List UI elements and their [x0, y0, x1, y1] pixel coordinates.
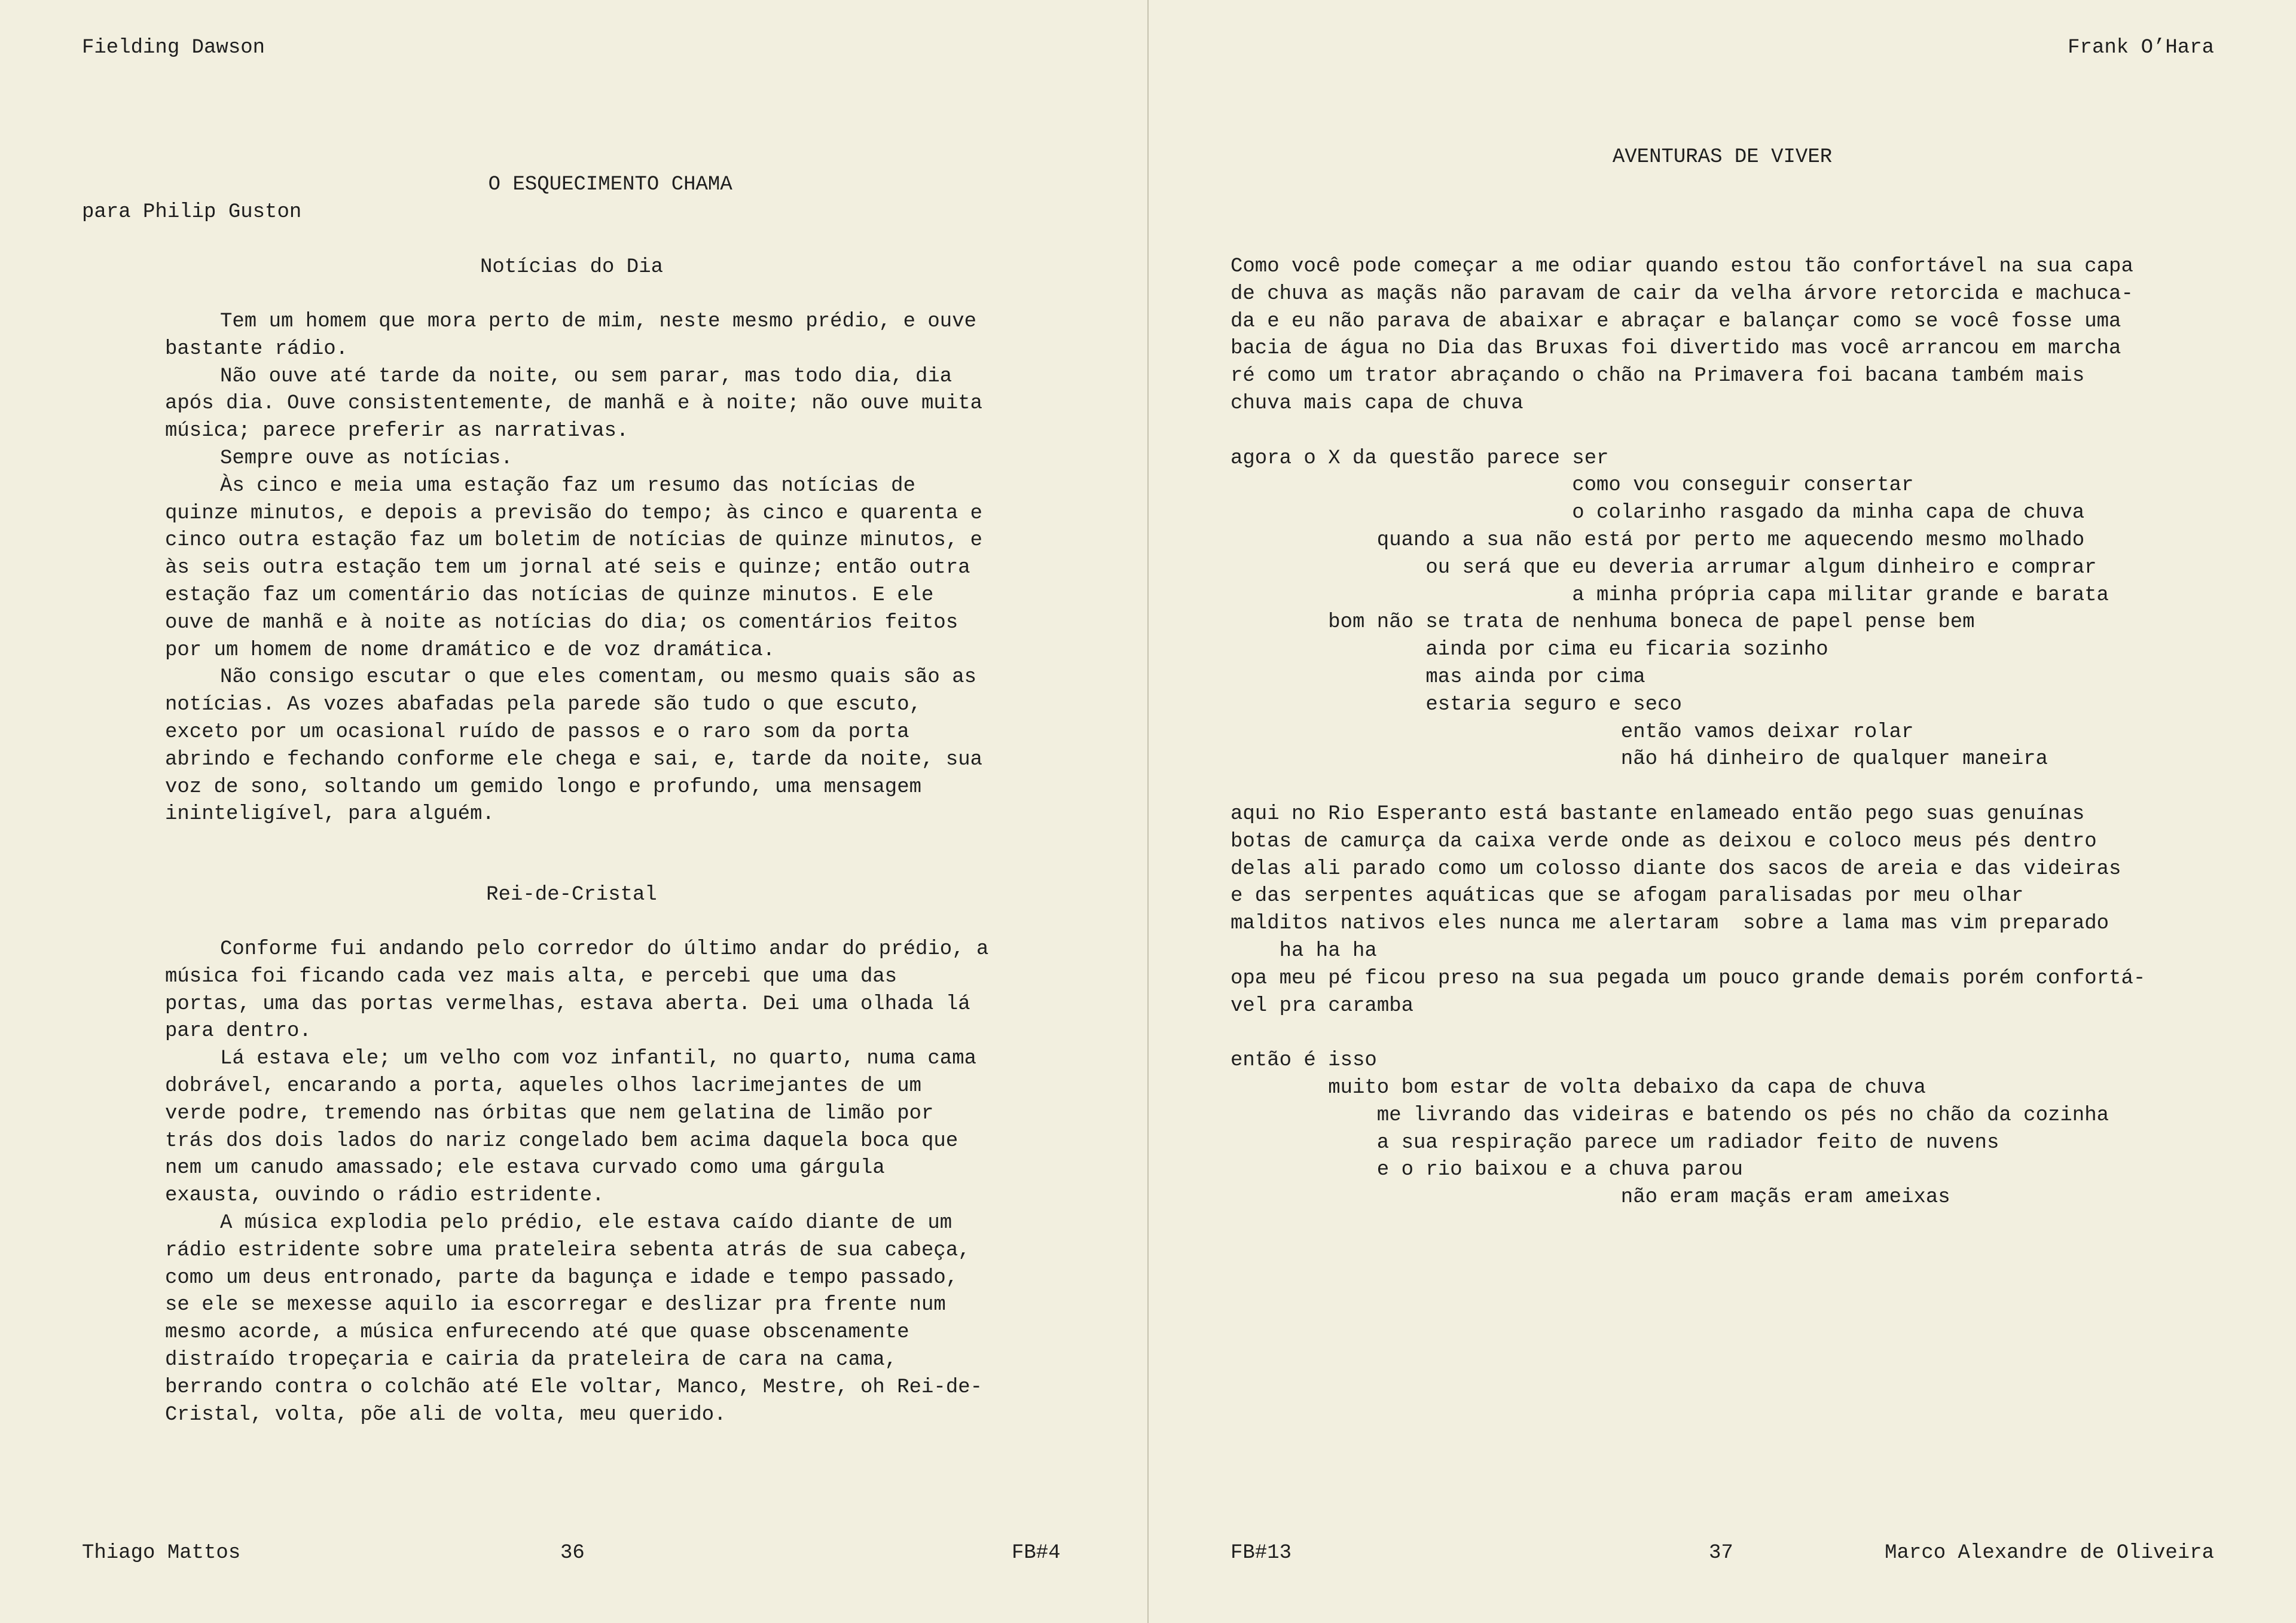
poem-line: da e eu não parava de abaixar e abraçar e balançar como se você fosse uma — [1231, 310, 2121, 333]
section-noticias-text — [165, 308, 990, 829]
poem-line: malditos nativos eles nunca me alertaram sobre a lama mas vim preparado — [1231, 912, 2109, 936]
page-number: 37 — [1709, 1542, 1733, 1564]
poem-line: bacia de água no Dia das Bruxas foi divertido mas você arrancou em marcha — [1231, 337, 2121, 360]
poem-line: de chuva as maçãs não paravam de cair da velha árvore retorcida e machuca- — [1231, 282, 2133, 305]
poem-line: o colarinho rasgado da minha capa de chuva — [1572, 502, 2085, 525]
poem-line: delas ali parado como um colosso diante dos sacos de areia e das videiras — [1231, 857, 2121, 881]
poem-line: vel pra caramba — [1231, 994, 1414, 1017]
poem-line: bom não se trata de nenhuma boneca de papel pense bem — [1328, 611, 1975, 634]
running-head-author: Fielding Dawson — [82, 36, 265, 59]
paragraph: Lá estava ele; um velho com voz infantil, no quarto, numa cama dobrável, encarando a porta, aqueles olhos lacrimejantes de um verde podre, tremendo nas órbitas que nem gelatina de limão por trás dos dois lados do nariz congelado bem acima daquela boca que nem um canudo amassado; ele estava curvado como uma gárgula exausta, ouvindo o rádio estridente. — [165, 1047, 977, 1208]
poem-line — [1231, 418, 2217, 445]
right-page — [1149, 0, 2296, 1623]
poem-line: então vamos deixar rolar — [1620, 720, 1914, 744]
left-page — [0, 0, 1147, 1623]
poem-line: ou será que eu deveria arrumar algum dinheiro e comprar — [1425, 556, 2097, 579]
page-number: 36 — [560, 1542, 585, 1564]
footer-issue: FB#4 — [1012, 1542, 1061, 1564]
poem-line: muito bom estar de volta debaixo da capa de chuva — [1328, 1076, 1926, 1099]
poem-line: ha ha ha — [1279, 939, 1377, 962]
poem-line: quando a sua não está por perto me aquecendo mesmo molhado — [1376, 528, 2085, 552]
poem-line: então é isso — [1231, 1049, 1377, 1072]
poem-line: ainda por cima eu ficaria sozinho — [1425, 638, 1828, 662]
paragraph: Não consigo escutar o que eles comentam, ou mesmo quais são as notícias. As vozes abafadas pela parede são tudo o que escuto, exceto por um ocasional ruído de passos e o raro som da porta abrindo e fechando conforme ele chega e sai, e, tarde da noite, sua voz de sono, soltando um gemido longo e profundo, uma mensagem ininteligível, para alguém. — [165, 666, 983, 826]
poem-line: e das serpentes aquáticas que se afogam paralisadas por meu olhar — [1231, 885, 2024, 908]
poem-line: opa meu pé ficou preso na sua pegada um pouco grande demais porém confortá- — [1231, 967, 2146, 990]
poem-line: botas de camurça da caixa verde onde as deixou e coloco meus pés dentro — [1231, 830, 2097, 853]
paragraph: Conforme fui andando pelo corredor do último andar do prédio, a música foi ficando cada vez mais alta, e percebi que uma das portas, uma das portas vermelhas, estava aberta. Dei uma olhada lá para dentro. — [165, 938, 989, 1043]
poem-body — [1231, 253, 2217, 1212]
footer-translator: Thiago Mattos — [82, 1542, 241, 1564]
poem-line: não eram maçãs eram ameixas — [1620, 1186, 1950, 1209]
poem-line: não há dinheiro de qualquer maneira — [1620, 748, 2048, 771]
footer-translator: Marco Alexandre de Oliveira — [1885, 1542, 2214, 1564]
footer-issue: FB#13 — [1231, 1542, 1292, 1564]
running-head-author: Frank O’Hara — [2068, 36, 2214, 59]
paragraph: Sempre ouve as notícias. — [220, 447, 513, 470]
dedication: para Philip Guston — [82, 201, 302, 224]
section-title-noticias: Notícias do Dia — [480, 256, 664, 279]
poem-line — [1231, 1020, 2217, 1047]
poem-line: mas ainda por cima — [1425, 665, 1645, 689]
paragraph: Tem um homem que mora perto de mim, neste mesmo prédio, e ouve bastante rádio. — [165, 310, 977, 360]
poem-line: Como você pode começar a me odiar quando estou tão confortável na sua capa — [1231, 255, 2133, 278]
section-title-rei-de-cristal: Rei-de-Cristal — [486, 884, 657, 906]
poem-line: chuva mais capa de chuva — [1231, 392, 1523, 415]
poem-line: me livrando das videiras e batendo os pés no chão da cozinha — [1376, 1104, 2109, 1127]
section-rei-de-cristal-text — [165, 936, 990, 1429]
poem-line: como vou conseguir consertar — [1572, 474, 1914, 497]
story-title-text: O ESQUECIMENTO CHAMA — [488, 173, 732, 196]
paragraph: Não ouve até tarde da noite, ou sem parar, mas todo dia, dia após dia. Ouve consistentemente, de manhã e à noite; não ouve muita música; parece preferir as narrativas. — [165, 365, 983, 443]
poem-title: AVENTURAS DE VIVER — [1612, 146, 1833, 169]
poem-line: agora o X da questão parece ser — [1231, 447, 1609, 470]
poem-line: e o rio baixou e a chuva parou — [1376, 1159, 1743, 1182]
poem-line: a minha própria capa militar grande e barata — [1572, 583, 2109, 607]
poem-line — [1231, 774, 2217, 801]
paragraph: A música explodia pelo prédio, ele estava caído diante de um rádio estridente sobre uma prateleira sebenta atrás de sua cabeça, como um deus entronado, parte da bagunça e idade e tempo passado, se ele se mexesse aquilo ia escorregar e deslizar pra frente num mesmo acorde, a música enfurecendo até que quase obscenamente distraído tropeçaria e cairia da prateleira de cara na cama, berrando contra o colchão até Ele voltar, Manco, Mestre, oh Rei-de-Cristal, volta, põe ali de volta, meu querido. — [165, 1211, 983, 1426]
poem-line: a sua respiração parece um radiador feito de nuvens — [1376, 1131, 1999, 1154]
poem-line: estaria seguro e seco — [1425, 693, 1682, 716]
poem-line: aqui no Rio Esperanto está bastante enlameado então pego suas genuínas — [1231, 802, 2085, 826]
poem-line: ré como um trator abraçando o chão na Primavera foi bacana também mais — [1231, 365, 2085, 388]
paragraph: Às cinco e meia uma estação faz um resumo das notícias de quinze minutos, e depois a previsão do tempo; às cinco e quarenta e cinco outra estação faz um boletim de notícias de quinze minutos, e às seis outra estação tem um jornal até seis e quinze; então outra estação faz um comentário das notícias de quinze minutos. E ele ouve de manhã e à noite as notícias do dia; os comentários feitos por um homem de nome dramático e de voz dramática. — [165, 474, 983, 662]
